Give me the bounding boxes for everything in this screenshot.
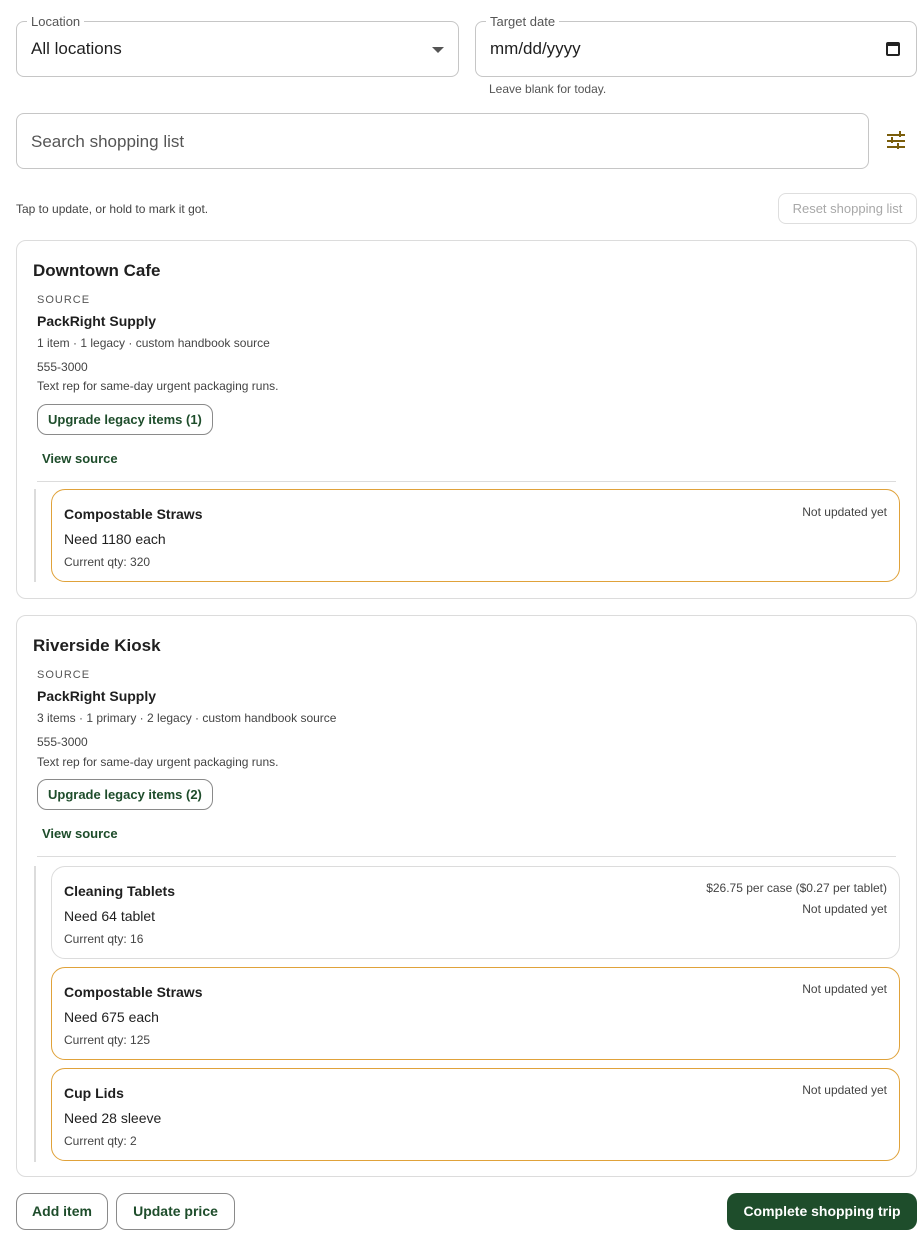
item-status: Not updated yet xyxy=(802,902,887,916)
item-status: Not updated yet xyxy=(802,505,887,519)
instruction-hint: Tap to update, or hold to mark it got. xyxy=(16,202,209,216)
filter-icon[interactable] xyxy=(886,131,906,151)
items-rail xyxy=(34,866,36,1162)
source-phone: 555-3000 xyxy=(37,360,88,374)
search-input[interactable] xyxy=(16,113,869,169)
item-status: Not updated yet xyxy=(802,1083,887,1097)
shopping-item[interactable] xyxy=(51,1068,900,1161)
item-current-qty: Current qty: 2 xyxy=(64,1134,137,1148)
source-note: Text rep for same-day urgent packaging runs. xyxy=(37,379,279,393)
shopping-item[interactable] xyxy=(51,489,900,582)
view-source-link[interactable]: View source xyxy=(42,826,118,841)
source-meta: 3 items · 1 primary · 2 legacy · custom handbook source xyxy=(37,711,337,725)
source-name: PackRight Supply xyxy=(37,313,157,329)
location-select[interactable] xyxy=(16,14,459,77)
item-name: Compostable Straws xyxy=(64,506,203,522)
upgrade-legacy-button[interactable]: Upgrade legacy items (2) xyxy=(37,779,213,810)
item-current-qty: Current qty: 320 xyxy=(64,555,151,569)
location-group-card xyxy=(16,615,917,1177)
source-phone: 555-3000 xyxy=(37,735,88,749)
item-name: Cup Lids xyxy=(64,1085,124,1101)
source-label: SOURCE xyxy=(37,294,91,306)
target-date-helper: Leave blank for today. xyxy=(489,82,607,96)
calendar-icon[interactable] xyxy=(886,42,900,56)
item-need: Need 1180 each xyxy=(64,531,166,547)
add-item-button[interactable]: Add item xyxy=(16,1193,108,1230)
shopping-item[interactable] xyxy=(51,866,900,959)
view-source-link[interactable]: View source xyxy=(42,451,118,466)
search-placeholder: Search shopping list xyxy=(31,132,185,151)
item-current-qty: Current qty: 16 xyxy=(64,932,144,946)
items-rail xyxy=(34,489,36,582)
target-date-input[interactable] xyxy=(475,14,917,77)
item-current-qty: Current qty: 125 xyxy=(64,1033,151,1047)
item-status: Not updated yet xyxy=(802,982,887,996)
source-name: PackRight Supply xyxy=(37,688,157,704)
location-value: All locations xyxy=(31,39,122,58)
target-date-label: Target date xyxy=(486,14,559,29)
location-title: Downtown Cafe xyxy=(33,261,161,280)
location-label: Location xyxy=(27,14,84,29)
divider xyxy=(37,481,896,482)
location-group-card xyxy=(16,240,917,599)
source-meta: 1 item · 1 legacy · custom handbook source xyxy=(37,336,270,350)
chevron-down-icon xyxy=(432,47,444,53)
complete-shopping-trip-button[interactable]: Complete shopping trip xyxy=(727,1193,917,1230)
location-title: Riverside Kiosk xyxy=(33,636,161,655)
item-name: Compostable Straws xyxy=(64,984,203,1000)
source-note: Text rep for same-day urgent packaging runs. xyxy=(37,755,279,769)
item-price: $26.75 per case ($0.27 per tablet) xyxy=(706,881,887,895)
source-label: SOURCE xyxy=(37,669,91,681)
divider xyxy=(37,856,896,857)
item-need: Need 675 each xyxy=(64,1009,159,1025)
update-price-button[interactable]: Update price xyxy=(116,1193,235,1230)
item-name: Cleaning Tablets xyxy=(64,883,175,899)
item-need: Need 28 sleeve xyxy=(64,1110,162,1126)
target-date-value: mm/dd/yyyy xyxy=(490,39,581,58)
shopping-item[interactable] xyxy=(51,967,900,1060)
reset-shopping-list-button[interactable]: Reset shopping list xyxy=(778,193,917,224)
upgrade-legacy-button[interactable]: Upgrade legacy items (1) xyxy=(37,404,213,435)
item-need: Need 64 tablet xyxy=(64,908,156,924)
